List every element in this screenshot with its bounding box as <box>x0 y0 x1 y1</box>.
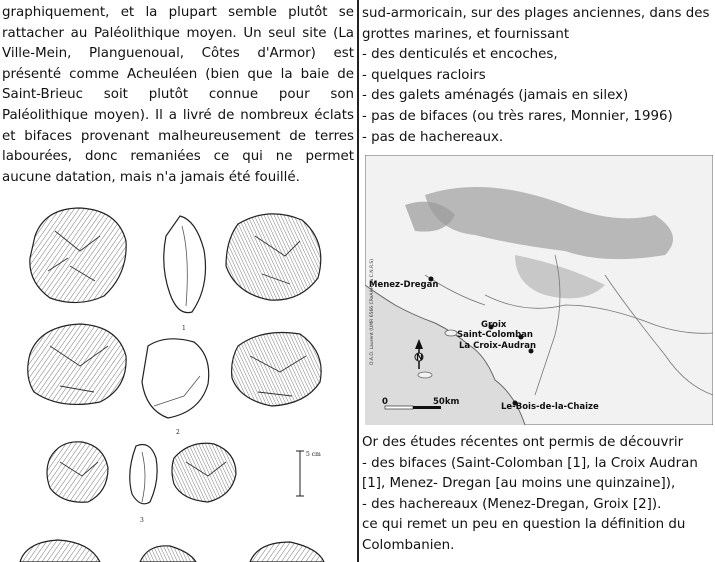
map-label-le-bois-de-la-chaize: Le-Bois-de-la-Chaize <box>501 402 599 412</box>
figure-number-2: 2 <box>176 429 180 436</box>
tool-2-profile <box>142 339 209 418</box>
bottom-line: Or des études récentes ont permis de découvrir <box>362 435 684 450</box>
tool-3-front <box>47 442 108 502</box>
map-credit: D.A.O. Laurent (UMR 6566 CReAAH du C.N.R.S) <box>370 258 375 365</box>
figure-number-3: 3 <box>140 517 144 524</box>
intro-list <box>360 0 715 148</box>
right-column <box>360 0 715 562</box>
tool-2-front <box>28 324 126 404</box>
left-column <box>0 0 356 562</box>
intro-line: - des denticulés et encoches, <box>362 47 558 63</box>
figure-number-1: 1 <box>182 325 186 332</box>
bottom-line: - des bifaces (Saint-Colomban [1], la Croix Audran <box>362 455 698 471</box>
map-scale-end: 50km <box>433 397 460 407</box>
map-label-groix: Groix <box>481 320 507 330</box>
tool-1-back <box>226 214 321 300</box>
map-label-saint-colomban: Saint-Colomban <box>457 330 533 340</box>
bottom-line: ce qui remet un peu en question la définition du <box>362 517 686 533</box>
intro-line: - pas de hachereaux. <box>362 129 504 145</box>
bottom-line: Colombanien. <box>362 537 455 553</box>
tool-2-back <box>232 333 322 407</box>
map-label-la-croix-audran: La Croix-Audran <box>459 341 536 351</box>
intro-line: - pas de bifaces (ou très rares, Monnier, 1996) <box>362 108 673 124</box>
intro-line: grottes marines, et fournissant <box>362 26 570 42</box>
tool-1-profile <box>164 216 206 313</box>
intro-line: sud-armoricain, sur des plages anciennes, dans des <box>362 6 710 21</box>
intro-line: - des galets aménagés (jamais en silex) <box>362 88 629 104</box>
tool-3-profile <box>130 445 157 504</box>
bottom-paragraph <box>362 433 713 557</box>
figure-scale-label: 5 cm <box>306 451 321 458</box>
site-map <box>365 155 713 425</box>
intro-line: - quelques racloirs <box>362 67 486 83</box>
tool-1-front <box>30 208 126 303</box>
column-divider <box>357 0 359 562</box>
left-paragraph: graphiquement, et la plupart semble plutôt se rattacher au Paléolithique moyen. Un seul site (La Ville-Mein, Planguenoual, Côtes d'Armor) est présenté comme Acheuléen (bien que la baie de Saint-Brieuc soit plutôt connue pour son Paléolithique moyen). Il a livré de nombreux éclats et bifaces provenant malheureusement de terres labourées, donc remaniées ce qui ne permet aucune datation, mais n'a jamais été fouillé. <box>2 5 354 185</box>
map-label-menez-dregan: Menez-Dregan <box>369 280 439 290</box>
map-scale-start: 0 <box>382 397 388 407</box>
tool-3-back <box>172 443 236 502</box>
tool-4-partial <box>20 540 324 562</box>
north-label: N <box>416 353 424 363</box>
figure-scale-bar <box>296 451 321 496</box>
stone-tools-figure <box>0 196 356 562</box>
bottom-line: [1], Menez- Dregan [au moins une quinzaine]), <box>362 476 676 492</box>
bottom-line: - des hachereaux (Menez-Dregan, Groix [2]). <box>362 496 662 512</box>
